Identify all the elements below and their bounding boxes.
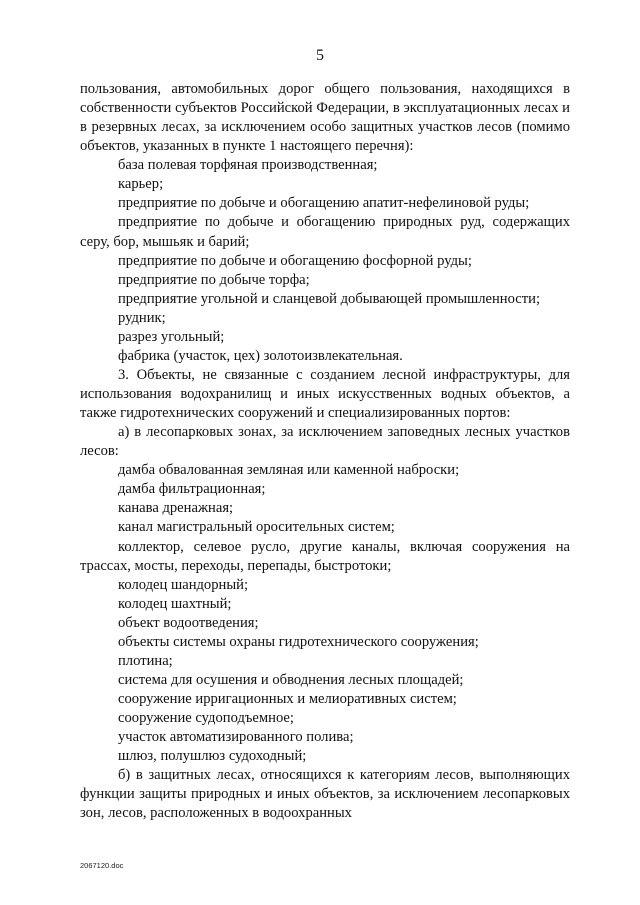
list2-item: канал магистральный оросительных систем; [118,519,395,536]
document-body [80,80,570,823]
list1-item: предприятие по добыче и обогащению природных руд, содержащих серу, бор, мышьяк и барий; [80,214,570,250]
list1-item: фабрика (участок, цех) золотоизвлекательная. [118,347,403,364]
list2-item: сооружение ирригационных и мелиоративных систем; [118,691,457,707]
list1-item: рудник; [118,309,166,326]
list1-item: предприятие по добыче и обогащению фосфорной руды; [118,252,472,269]
list2-item: объект водоотведения; [118,614,259,631]
list2-item: плотина; [118,652,173,669]
list2-item: сооружение судоподъемное; [118,710,294,727]
subsection-a: а) в лесопарковых зонах, за исключением заповедных лесных участков лесов: [80,424,570,460]
intro-paragraph: пользования, автомобильных дорог общего пользования, находящихся в собственности субъектов Российской Федерации, в эксплуатационных лесах и в резервных лесах, за исключением особо защитных участков лесов (помимо объектов, указанных в пункте 1 настоящего перечня): [80,81,570,155]
list2-item: колодец шандорный; [118,576,248,593]
footer-filename: 2067120.doc [80,861,124,870]
subsection-b: б) в защитных лесах, относящихся к категориям лесов, выполняющих функции защиты природных и иных объектов, за исключением лесопарковых зон, лесов, расположенных в водоохранных [80,767,570,822]
list2-item: участок автоматизированного полива; [118,729,354,746]
list2-item: канава дренажная; [118,500,234,517]
list2-item: дамба обвалованная земляная или каменной наброски; [118,462,460,479]
list2-item: шлюз, полушлюз судоходный; [118,748,307,765]
list2-item: колодец шахтный; [118,595,232,612]
list2-item: объекты системы охраны гидротехнического сооружения; [118,633,479,650]
list1-item: предприятие по добыче и обогащению апатит-нефелиновой руды; [118,195,530,212]
list1-item: разрез угольный; [118,328,225,345]
list1-item: предприятие по добыче торфа; [118,271,310,288]
list1-item: предприятие угольной и сланцевой добывающей промышленности; [118,290,540,307]
section-3-paragraph: 3. Объекты, не связанные с созданием лесной инфраструктуры, для использования водохранилищ и иных искусственных водных объектов, а также гидротехнических сооружений и специализированных портов: [80,366,570,422]
list1-item: база полевая торфяная производственная; [118,157,378,174]
list2-item: коллектор, селевое русло, другие каналы, включая сооружения на трассах, мосты, переходы, перепады, быстротоки; [80,538,570,574]
list1-item: карьер; [118,176,164,193]
list2-item: дамба фильтрационная; [118,481,266,498]
list2-item: система для осушения и обводнения лесных площадей; [118,671,464,688]
page-number: 5 [316,47,324,64]
